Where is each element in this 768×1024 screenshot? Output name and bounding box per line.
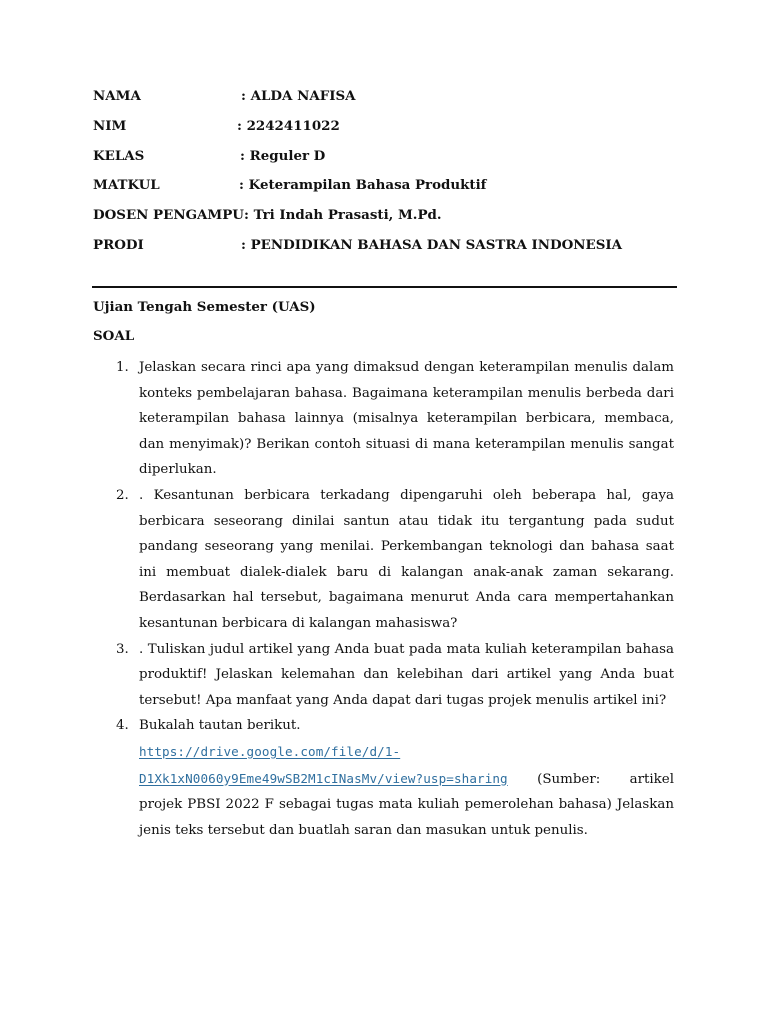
question-item xyxy=(116,713,674,843)
identity-value: : ALDA NAFISA xyxy=(241,88,356,104)
question-number: 3. xyxy=(116,641,129,657)
identity-row-nim xyxy=(93,116,693,146)
drive-link-part1[interactable]: https://drive.google.com/file/d/1- xyxy=(139,743,401,759)
identity-value: : Tri Indah Prasasti, M.Pd. xyxy=(244,207,442,224)
student-identity-block xyxy=(93,86,693,265)
identity-value: : PENDIDIKAN BAHASA DAN SASTRA INDONESIA xyxy=(241,236,623,253)
identity-value: : 2242411022 xyxy=(237,117,340,134)
section-heading: SOAL xyxy=(93,328,135,344)
question-number: 1. xyxy=(116,360,129,375)
identity-row-course xyxy=(93,175,693,205)
question-item xyxy=(116,483,674,637)
source-note-word: artikel xyxy=(629,771,674,787)
question-text: Jelaskan secara rinci apa yang dimaksud dengan keterampilan menulis dalam konteks pembelajaran bahasa. Bagaimana keterampilan menulis berbeda dari keterampilan bahasa lainnya (misalnya keterampilan berbicara, membaca, dan menyimak)? Berikan contoh situasi di mana keterampilan menulis sangat diperlukan. xyxy=(139,360,674,478)
source-note-word: (Sumber: xyxy=(537,771,601,787)
question-number: 4. xyxy=(116,718,129,734)
question-item xyxy=(116,355,674,483)
identity-label: KELAS xyxy=(93,147,145,164)
question-intro: Bukalah tautan berikut. xyxy=(139,718,301,734)
identity-row-name xyxy=(93,86,693,116)
horizontal-divider xyxy=(92,286,677,288)
identity-value: : Reguler D xyxy=(240,147,326,164)
identity-label: PRODI xyxy=(93,236,144,253)
question-text: . Tuliskan judul artikel yang Anda buat pada mata kuliah keterampilan bahasa produktif! Jelaskan kelemahan dan kelebihan dari artikel yang Anda buat tersebut! Apa manfaat yang Anda dapat dari tugas projek menulis artikel ini? xyxy=(139,641,674,708)
identity-row-class xyxy=(93,146,693,176)
question-list xyxy=(116,355,674,843)
drive-link-part2[interactable]: D1Xk1xN0060y9Eme49wSB2M1cINasMv/view?usp=sharing xyxy=(139,770,508,786)
identity-label: NAMA xyxy=(93,88,141,104)
identity-label: NIM xyxy=(93,117,127,134)
exam-title: Ujian Tengah Semester (UAS) xyxy=(93,299,316,315)
identity-label: DOSEN PENGAMPU xyxy=(93,207,244,224)
question-text: . Kesantunan berbicara terkadang dipengaruhi oleh beberapa hal, gaya berbicara seseorang dinilai santun atau tidak itu tergantung pada sudut pandang seseorang yang menilai. Perkembangan teknologi dan bahasa saat ini membuat dialek-dialek baru di kalangan anak-anak zaman sekarang. Berdasarkan hal tersebut, bagaimana menurut Anda cara mempertahankan kesantunan berbicara di kalangan mahasiswa? xyxy=(139,487,674,631)
question-item xyxy=(116,637,674,714)
identity-row-lecturer xyxy=(93,205,693,235)
identity-value: : Keterampilan Bahasa Produktif xyxy=(239,177,487,194)
question-text: projek PBSI 2022 F sebagai tugas mata kuliah pemerolehan bahasa) Jelaskan jenis teks tersebut dan buatlah saran dan masukan untuk penulis. xyxy=(139,797,674,838)
identity-row-program xyxy=(93,235,693,265)
question-number: 2. xyxy=(116,487,129,503)
identity-label: MATKUL xyxy=(93,177,160,194)
